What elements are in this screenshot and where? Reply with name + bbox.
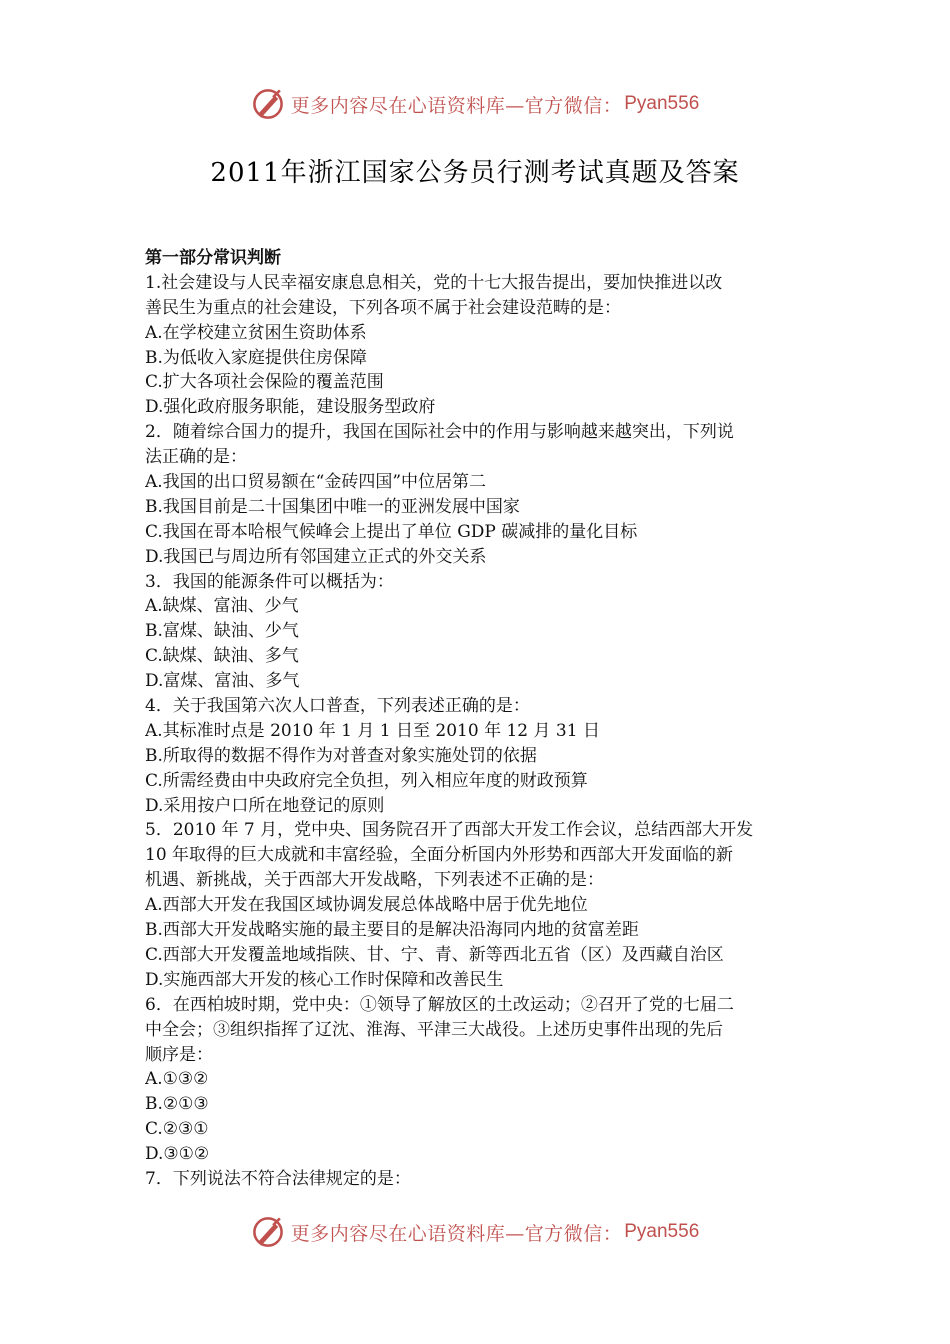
text-line: 2．随着综合国力的提升，我国在国际社会中的作用与影响越来越突出，下列说 <box>145 422 734 443</box>
header-banner <box>0 84 950 124</box>
text-line: 10 年取得的巨大成就和丰富经验，全面分析国内外形势和西部大开发面临的新 <box>145 845 734 866</box>
text-line: A.其标准时点是 2010 年 1 月 1 日至 2010 年 12 月 31 日 <box>145 720 600 741</box>
text-line: 1.社会建设与人民幸福安康息息相关，党的十七大报告提出，要加快推进以改 <box>145 272 723 293</box>
document-body <box>145 246 810 1192</box>
text-line: D.实施西部大开发的核心工作时保障和改善民生 <box>145 969 504 990</box>
text-line: A.我国的出口贸易额在“金砖四国”中位居第二 <box>145 472 487 493</box>
text-line: A.西部大开发在我国区域协调发展总体战略中居于优先地位 <box>145 895 588 916</box>
text-line: 4．关于我国第六次人口普查，下列表述正确的是： <box>145 696 530 717</box>
text-line: D.③①② <box>145 1144 210 1165</box>
banner-wechat-id: Pyan556 <box>624 93 700 114</box>
text-line: C.西部大开发覆盖地域指陕、甘、宁、青、新等西北五省（区）及西藏自治区 <box>145 944 724 965</box>
section-heading: 第一部分常识判断 <box>145 248 281 268</box>
text-line: 7．下列说法不符合法律规定的是： <box>145 1168 411 1189</box>
pen-logo-icon <box>251 87 285 121</box>
footer-banner <box>0 1212 950 1252</box>
banner-text: 更多内容尽在心语资料库—官方微信： <box>290 94 623 117</box>
text-line: 6．在西柏坡时期，党中央：①领导了解放区的土改运动；②召开了党的七届二 <box>145 994 734 1015</box>
text-line: C.扩大各项社会保险的覆盖范围 <box>145 372 384 393</box>
text-line: 5．2010 年 7 月，党中央、国务院召开了西部大开发工作会议，总结西部大开发 <box>145 820 754 841</box>
text-line: A.缺煤、富油、少气 <box>145 596 299 617</box>
text-line: 法正确的是： <box>145 447 247 468</box>
text-line: C.②③① <box>145 1119 209 1140</box>
text-line: D.强化政府服务职能，建设服务型政府 <box>145 397 436 418</box>
text-line: D.采用按户口所在地登记的原则 <box>145 795 385 816</box>
text-line: 中全会；③组织指挥了辽沈、淮海、平津三大战役。上述历史事件出现的先后 <box>145 1019 723 1040</box>
text-line: D.我国已与周边所有邻国建立正式的外交关系 <box>145 546 487 567</box>
document-title: 2011年浙江国家公务员行测考试真题及答案 <box>210 158 740 188</box>
text-line: B.富煤、缺油、少气 <box>145 621 299 642</box>
banner-wechat-id: Pyan556 <box>624 1221 700 1242</box>
text-line: 善民生为重点的社会建设，下列各项不属于社会建设范畴的是： <box>145 297 621 318</box>
text-line: C.我国在哥本哈根气候峰会上提出了单位 GDP 碳减排的量化目标 <box>145 521 638 542</box>
text-line: B.所取得的数据不得作为对普查对象实施处罚的依据 <box>145 745 537 766</box>
banner-text: 更多内容尽在心语资料库—官方微信： <box>290 1222 623 1245</box>
text-line: B.②①③ <box>145 1094 209 1115</box>
text-line: 3．我国的能源条件可以概括为： <box>145 571 394 592</box>
text-line: A.在学校建立贫困生资助体系 <box>145 322 367 343</box>
text-line: 机遇、新挑战，关于西部大开发战略，下列表述不正确的是： <box>145 870 604 891</box>
text-line: A.①③② <box>145 1069 209 1090</box>
text-line: B.西部大开发战略实施的最主要目的是解决沿海同内地的贫富差距 <box>145 920 639 941</box>
text-line: 顺序是： <box>145 1044 213 1065</box>
text-line: B.我国目前是二十国集团中唯一的亚洲发展中国家 <box>145 496 520 517</box>
text-line: C.所需经费由中央政府完全负担，列入相应年度的财政预算 <box>145 770 588 791</box>
text-line: D.富煤、富油、多气 <box>145 671 300 692</box>
text-line: C.缺煤、缺油、多气 <box>145 646 299 667</box>
pen-logo-icon <box>251 1215 285 1249</box>
text-line: B.为低收入家庭提供住房保障 <box>145 347 367 368</box>
